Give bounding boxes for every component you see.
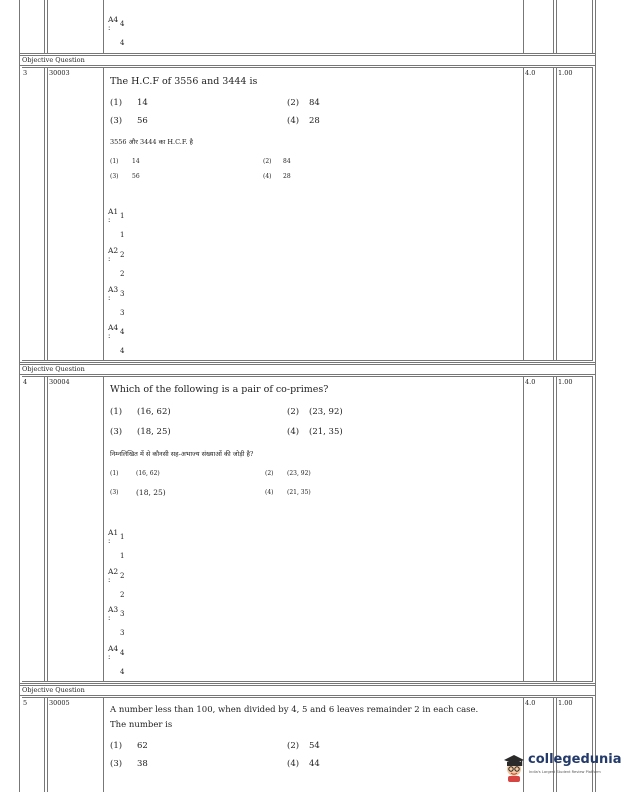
- answer-inline: 2: [120, 251, 125, 259]
- option-text: 62: [137, 741, 148, 751]
- answer-label: A1: [108, 528, 119, 537]
- option-text: 38: [137, 759, 148, 769]
- answer-value: 4: [120, 39, 125, 47]
- question-number: 3: [23, 69, 28, 77]
- question-id: 30004: [49, 378, 70, 386]
- option-text-hi: 28: [283, 173, 291, 180]
- answer-inline: 4: [120, 649, 125, 657]
- option-num: (1): [110, 741, 123, 751]
- section-label: Objective Question: [22, 365, 85, 373]
- option-text-hi: 84: [283, 158, 291, 165]
- option-text: (21, 35): [309, 427, 343, 437]
- option-text-hi: (18, 25): [136, 488, 166, 497]
- option-text: 84: [309, 98, 320, 108]
- option-num: (2): [287, 407, 300, 417]
- answer-inline: 2: [120, 572, 125, 580]
- answer-inline: 1: [120, 212, 125, 220]
- answer-value: 2: [120, 270, 125, 278]
- question-number: 5: [23, 699, 28, 707]
- option-num: (4): [287, 759, 300, 769]
- option-text: (16, 62): [137, 407, 171, 417]
- option-num-hi: (2): [263, 158, 272, 165]
- question-text-hi: निम्नलिखित में से कौनसी सह-अभाज्य संख्याओं की जोड़ी है?: [110, 450, 254, 458]
- option-num: (3): [110, 427, 123, 437]
- answer-value: 4: [120, 347, 125, 355]
- answer-colon: :: [108, 537, 111, 545]
- answer-colon: :: [108, 332, 111, 340]
- answer-inline: 3: [120, 290, 125, 298]
- option-num-hi: (3): [110, 173, 119, 180]
- answer-value: 3: [120, 629, 125, 637]
- answer-label: A2: [108, 567, 119, 576]
- question-text-line2: The number is: [110, 720, 173, 730]
- question-text-en: The H.C.F of 3556 and 3444 is: [110, 76, 258, 87]
- question-id: 30003: [49, 69, 70, 77]
- option-text-hi: (21, 35): [287, 489, 311, 496]
- watermark-name: collegedunia: [528, 752, 622, 767]
- question-negative: 1.00: [558, 699, 573, 707]
- question-marks: 4.0: [525, 69, 536, 77]
- watermark-tagline: India's Largest Student Review Platform: [529, 770, 601, 774]
- option-text-hi: 56: [132, 173, 140, 180]
- answer-colon: :: [108, 294, 111, 302]
- answer-label: A1: [108, 207, 119, 216]
- answer-inline: 4: [120, 328, 125, 336]
- option-num: (3): [110, 759, 123, 769]
- answer-inline: 3: [120, 610, 125, 618]
- option-num: (1): [110, 98, 123, 108]
- question-negative: 1.00: [558, 378, 573, 386]
- option-num-hi: (2): [265, 470, 274, 477]
- answer-colon: :: [108, 24, 111, 32]
- option-text: (18, 25): [137, 427, 171, 437]
- option-text-hi: 14: [132, 158, 140, 165]
- option-num-hi: (4): [265, 489, 274, 496]
- answer-colon: :: [108, 653, 111, 661]
- question-text-line1: A number less than 100, when divided by 4, 5 and 6 leaves remainder 2 in each case.: [110, 705, 479, 715]
- question-number: 4: [23, 378, 28, 386]
- option-num-hi: (1): [110, 470, 119, 477]
- question-marks: 4.0: [525, 699, 536, 707]
- option-text-hi: (16, 62): [136, 470, 160, 477]
- option-num-hi: (3): [110, 489, 119, 496]
- question-negative: 1.00: [558, 69, 573, 77]
- option-text: 56: [137, 116, 148, 126]
- option-num: (2): [287, 98, 300, 108]
- answer-value: 3: [120, 309, 125, 317]
- option-num: (4): [287, 427, 300, 437]
- answer-label: A2: [108, 246, 119, 255]
- answer-colon: :: [108, 576, 111, 584]
- answer-colon: :: [108, 614, 111, 622]
- question-text-en: Which of the following is a pair of co-primes?: [110, 384, 329, 395]
- answer-value: 1: [120, 231, 125, 239]
- option-text: 28: [309, 116, 320, 126]
- option-text: 14: [137, 98, 148, 108]
- answer-colon: :: [108, 216, 111, 224]
- answer-value: 4: [120, 668, 125, 676]
- answer-label: A3: [108, 285, 119, 294]
- option-num-hi: (1): [110, 158, 119, 165]
- answer-label: A3: [108, 605, 119, 614]
- option-text: 44: [309, 759, 320, 769]
- option-num: (1): [110, 407, 123, 417]
- answer-value: 2: [120, 591, 125, 599]
- graduate-mascot-icon: [502, 752, 526, 782]
- option-text: (23, 92): [309, 407, 343, 417]
- option-num: (4): [287, 116, 300, 126]
- answer-colon: :: [108, 255, 111, 263]
- answer-inline: 1: [120, 533, 125, 541]
- section-label: Objective Question: [22, 56, 85, 64]
- answer-label: A4: [108, 15, 119, 24]
- question-text-hi: 3556 और 3444 का H.C.F. है: [110, 138, 193, 146]
- answer-label: A4: [108, 323, 119, 332]
- option-text: 54: [309, 741, 320, 751]
- option-num: (2): [287, 741, 300, 751]
- question-marks: 4.0: [525, 378, 536, 386]
- answer-label: A4: [108, 644, 119, 653]
- option-text-hi: (23, 92): [287, 470, 311, 477]
- section-label: Objective Question: [22, 686, 85, 694]
- collegedunia-watermark: [502, 750, 622, 786]
- answer-value: 1: [120, 552, 125, 560]
- question-id: 30005: [49, 699, 70, 707]
- option-num-hi: (4): [263, 173, 272, 180]
- answer-inline: 4: [120, 20, 125, 28]
- option-num: (3): [110, 116, 123, 126]
